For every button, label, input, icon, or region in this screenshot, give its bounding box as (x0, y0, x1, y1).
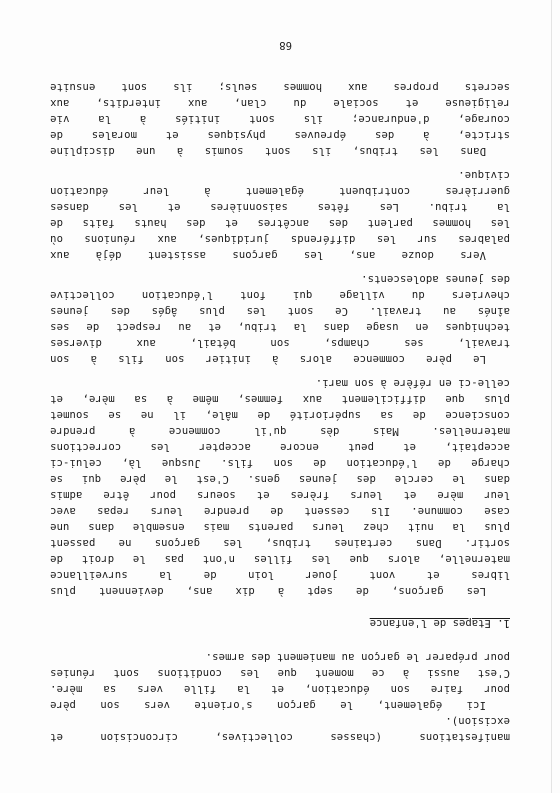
text-line: libres et vont jouer loin de la surveillance (50, 569, 510, 581)
text-line: Le père commence alors à initier son fils à son (50, 353, 486, 365)
text-line: maternelles. Mais dès qu'il commence à prendre (50, 425, 510, 437)
text-line: conscience de sa supériorité de mâle, il ne se soumet (50, 409, 510, 421)
text-line: pour préparer le garçon au maniement des armes. (205, 651, 510, 663)
text-line: religieuse et sociale du clan, aux interdits, aux (50, 97, 510, 109)
text-line: palabres sur les différends juridiques, aux réunions où (50, 233, 510, 245)
text-line: maternelle, alors que les filles n'ont pas le droit de (50, 553, 510, 565)
text-line: chevriers du village qui font l'éducation collective (50, 289, 510, 301)
page-number: 68 (279, 39, 292, 51)
text-line: civique. (458, 169, 510, 181)
text-line: secrets propres aux hommes seuls; ils sont ensuite (50, 81, 510, 93)
section-heading: 1. Etapes de l'enfance (369, 617, 510, 629)
text-line: Ici également, le garçon s'oriente vers son père (50, 699, 486, 711)
text-line: courage, d'endurance; ils sont initiés à la vie (50, 113, 510, 125)
text-line: des jeunes adolescents. (361, 273, 510, 285)
text-line: dans le cercle des jeunes gens. C'est le père qui se (50, 473, 510, 485)
text-line: les hommes parlent des ancêtres et des hauts faits de (50, 217, 510, 229)
text-line: Vers douze ans, les garçons assistent déjà aux (50, 249, 486, 261)
text-line: acceptait, et peut encore accepter les corrections (50, 441, 510, 453)
text-line: sortir. Dans certaines tribus, les garçons ne passent (50, 537, 510, 549)
text-line: celle-ci en réfère à son mari. (315, 377, 510, 389)
text-line: charge de l'éducation de son fils. Jusque là, celui-ci (50, 457, 510, 469)
text-line: pour faire son éducation, et la fille vers sa mère. (50, 683, 510, 695)
text-line: plus que difficilement aux femmes, même à sa mère, et (50, 393, 510, 405)
scan-edge-shadow (551, 0, 552, 793)
text-line: guerrières contribuent également à leur éducation (50, 185, 510, 197)
text-line: techniques en usage dans la tribu, et au respect de ses (50, 321, 510, 333)
text-line: excision). (445, 715, 510, 727)
text-line: leur mère et leurs frères et soeurs pour être admis (50, 489, 510, 501)
text-line: stricte, à des épreuves physiques et morales de (50, 129, 510, 141)
text-line: travail, ses champs, son bétail, aux diverses (50, 337, 510, 349)
text-line: Dans les tribus, ils sont soumis à une discipline (50, 145, 486, 157)
text-line: case commune. Ils cessent de prendre leurs repas avec (50, 505, 510, 517)
text-line: manifestations (chasses collectives, circoncision et (50, 731, 510, 743)
text-line: la tribu. Les fêtes saisonnières et les danses (50, 201, 510, 213)
text-line: aînés au travail. Ce sont les plus âgés des jeunes (50, 305, 510, 317)
text-line: C'est aussi à ce moment que les conditions sont réunies (50, 667, 510, 679)
text-line: plus la nuit chez leurs parents mais ensemble dans une (50, 521, 510, 533)
text-line: Les garçons, de sept à dix ans, deviennent plus (50, 585, 486, 597)
